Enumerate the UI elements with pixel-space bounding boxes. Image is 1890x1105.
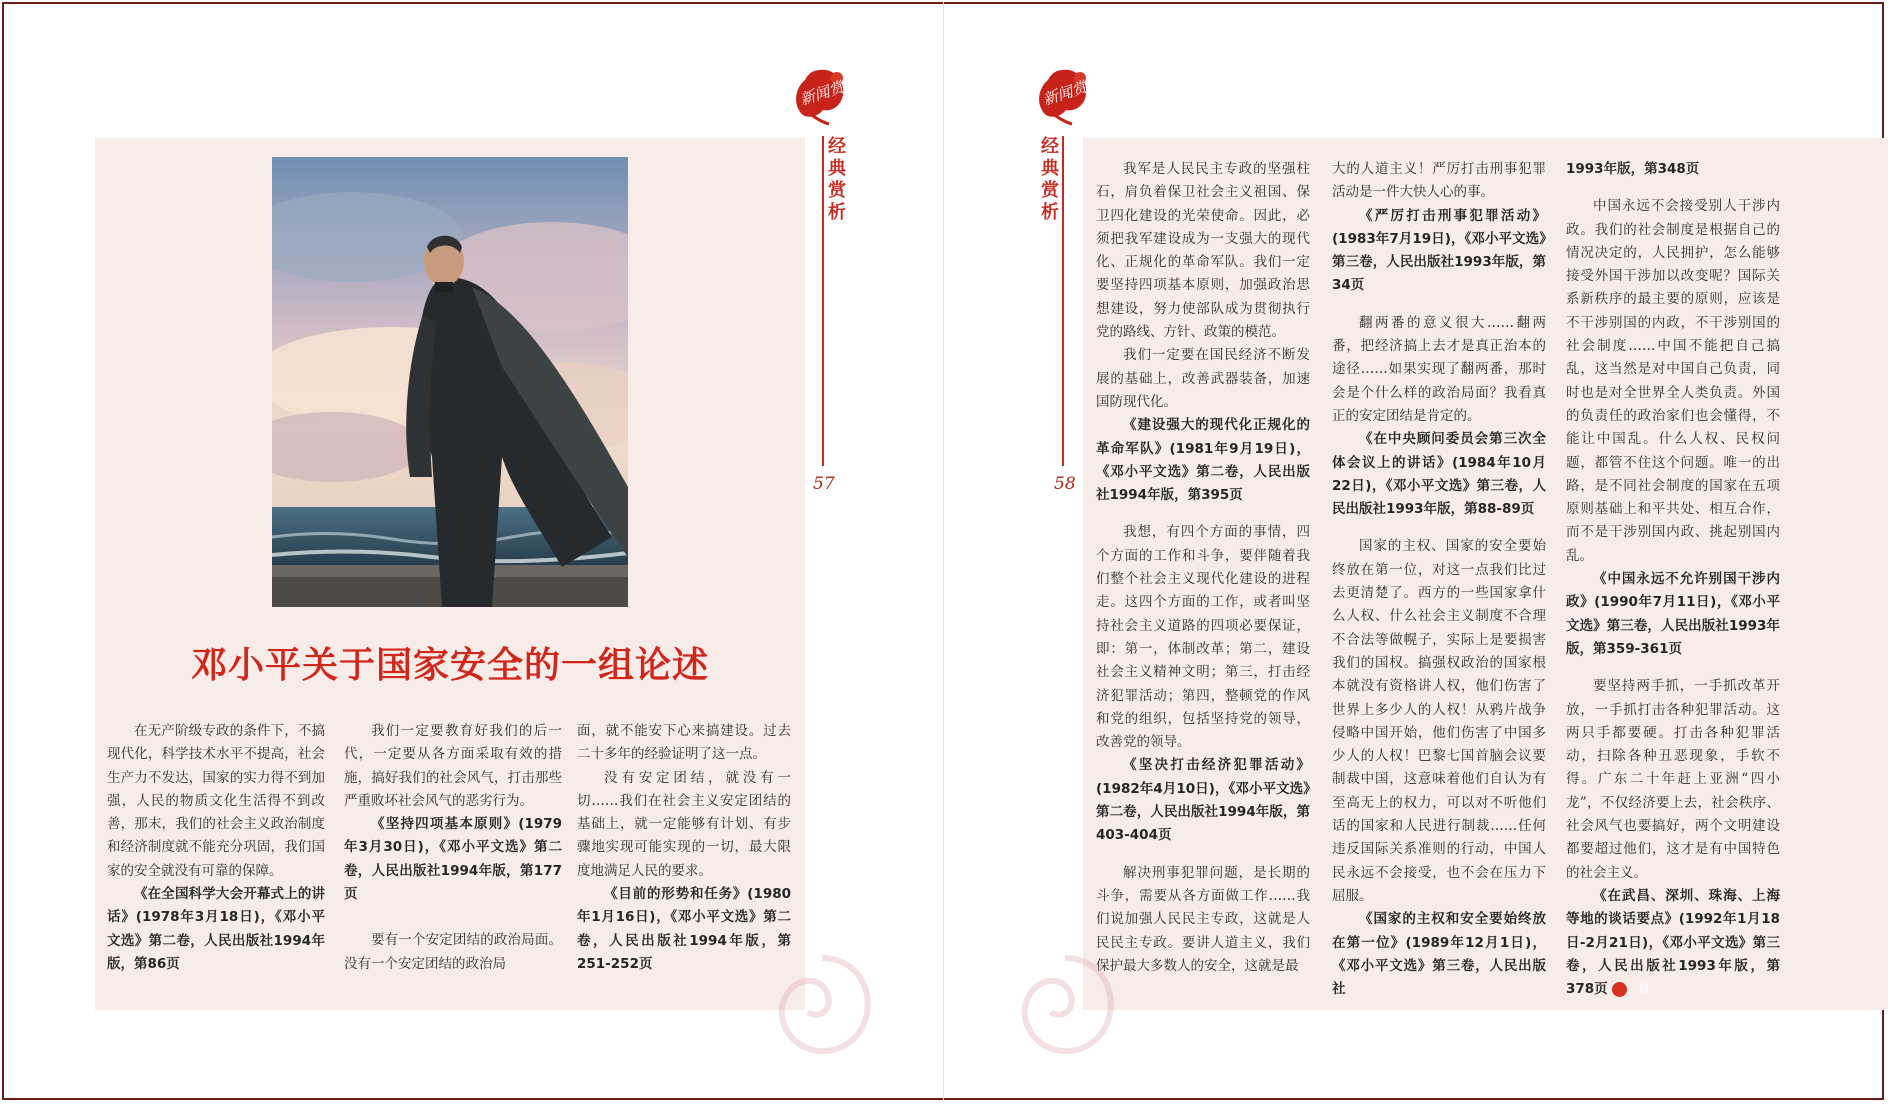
body-paragraph: 在无产阶级专政的条件下，不搞现代化，科学技术水平不提高，社会生产力不发达，国家的实力得不到加强，人民的物质文化生活得不到改善，那末，我们的社会主义政治制度和经济制度就不能充分巩固，我们国家的安全就没有可靠的保障。: [107, 723, 325, 879]
book-gutter: [943, 2, 944, 1100]
body-paragraph: 我们一定要在国民经济不断发展的基础上，改善武器装备，加速国防现代化。: [1096, 347, 1310, 410]
body-paragraph: 大的人道主义！严厉打击刑事犯罪活动是一件大快人心的事。: [1332, 161, 1546, 201]
citation-text: 《在武昌、深圳、珠海、上海等地的谈话要点》(1992年1月18日-2月21日)，《邓小平文选》第三卷，人民出版社1993年版，第378页: [1566, 887, 1780, 998]
page-number: 58: [1054, 474, 1076, 494]
deng-xiaoping-portrait-painting: [272, 157, 628, 607]
left-column-3: [577, 720, 791, 976]
source-citation: 《在中央顾问委员会第三次全体会议上的讲话》(1984年10月22日)，《邓小平文选》第三卷，人民出版社1993年版，第88-89页: [1332, 431, 1546, 518]
body-paragraph: 面，就不能安下心来搞建设。过去二十多年的经验证明了这一点。: [577, 723, 791, 763]
body-paragraph: 没有安定团结，就没有一切……我们在社会主义安定团结的基础上，就一定能够有计划、有步骤地实现可能实现的一切，最大限度地满足人民的要求。: [577, 769, 791, 879]
body-paragraph: 我军是人民民主专政的坚强柱石，肩负着保卫社会主义祖国、保卫四化建设的光荣使命。因此，必须把我军建设成为一支强大的现代化、正规化的革命军队。我们一定要坚持四项基本原则，加强政治思想建设，努力使部队成为贯彻执行党的路线、方针、政策的模范。: [1096, 161, 1310, 341]
logo-text: 新闻赏析: [1040, 73, 1104, 109]
left-column-1: [107, 720, 325, 976]
body-paragraph: 要有一个安定团结的政治局面。没有一个安定团结的政治局: [344, 932, 562, 972]
body-paragraph: 国家的主权、国家的安全要始终放在第一位，对这一点我们比过去更清楚了。西方的一些国家拿什么人权、什么社会主义制度不合理不合法等做幌子，实际上是要损害我们的国权。搞强权政治的国家根本就没有资格讲人权，他们伤害了世界上多少人的人权！从鸦片战争侵略中国开始，他们伤害了中国多少人的人权！巴黎七国首脑会议要制裁中国，这意味着他们自认为有至高无上的权力，可以对不听他们话的国家和人民进行制裁……任何违反国际关系准则的行动，中国人民永远不会接受，也不会在压力下屈服。: [1332, 538, 1546, 904]
logo-text: 新闻赏析: [797, 73, 861, 109]
end-mark-icon: 信: [1612, 982, 1627, 997]
body-paragraph: 解决刑事犯罪问题，是长期的斗争，需要从各方面做工作……我们说加强人民民主专政，这就是人民民主专政。要讲人道主义，我们保护最大多数人的安全，这就是最: [1096, 864, 1310, 974]
left-page-logo: [793, 66, 861, 126]
red-vertical-rule: [822, 136, 824, 466]
body-paragraph: 我想，有四个方面的事情，四个方面的工作和斗争，要伴随着我们整个社会主义现代化建设的进程走。这四个方面的工作，或者叫坚持社会主义道路的四项必要保证，即：第一，体制改革；第二，建设社会主义精神文明；第三，打击经济犯罪活动；第四，整顿党的作风和党的组织，包括坚持党的领导，改善党的领导。: [1096, 524, 1310, 751]
body-paragraph: 翻两番的意义很大……翻两番，把经济搞上去才是真正治本的途径……如果实现了翻两番，那时会是个什么样的政治局面？我看真正的安定团结是肯定的。: [1332, 314, 1546, 424]
source-citation: 《国家的主权和安全要始终放在第一位》(1989年12月1日)，《邓小平文选》第三卷，人民出版社: [1332, 911, 1546, 998]
right-column-1: [1096, 158, 1310, 978]
section-tag: 经典赏析: [828, 136, 846, 223]
source-citation: 《中国永远不允许别国干涉内政》(1990年7月11日)，《邓小平文选》第三卷，人民出版社1993年版，第359-361页: [1566, 571, 1780, 657]
right-page-logo: [1036, 66, 1104, 126]
source-citation: [1566, 885, 1780, 1001]
source-citation: 《坚决打击经济犯罪活动》(1982年4月10日)，《邓小平文选》第二卷，人民出版社1994年版，第403-404页: [1096, 757, 1310, 844]
source-citation: 《在全国科学大会开幕式上的讲话》(1978年3月18日)，《邓小平文选》第二卷，人民出版社1994年版，第86页: [107, 886, 325, 972]
source-citation: 1993年版，第348页: [1566, 161, 1700, 177]
section-tag: 经典赏析: [1041, 136, 1059, 223]
right-column-3: [1566, 158, 1780, 1001]
body-paragraph: 我们一定要教育好我们的后一代，一定要从各方面采取有效的措施，搞好我们的社会风气，打击那些严重败坏社会风气的恶劣行为。: [344, 723, 562, 809]
left-column-2: [344, 720, 562, 976]
body-paragraph: 要坚持两手抓，一手抓改革开放，一手抓打击各种犯罪活动。这两只手都要硬。打击各种犯罪活动，扫除各种丑恶现象，手软不得。广东二十年赶上亚洲“四小龙”，不仅经济要上去，社会秩序、社会风气也要搞好，两个文明建设都要超过他们，这才是有中国特色的社会主义。: [1566, 678, 1780, 881]
right-column-2: [1332, 158, 1546, 1001]
article-title: 邓小平关于国家安全的一组论述: [190, 645, 709, 686]
source-citation: 《建设强大的现代化正规化的革命军队》(1981年9月19日)，《邓小平文选》第二卷，人民出版社1994年版，第395页: [1096, 417, 1310, 504]
source-citation: 《严厉打击刑事犯罪活动》(1983年7月19日)，《邓小平文选》第三卷，人民出版社1993年版，第34页: [1332, 207, 1546, 294]
decorative-ornament-icon: [762, 948, 882, 1072]
source-citation: 《目前的形势和任务》(1980年1月16日)，《邓小平文选》第二卷，人民出版社1994年版，第251-252页: [577, 886, 791, 972]
body-paragraph: 中国永远不会接受别人干涉内政。我们的社会制度是根据自己的情况决定的，人民拥护，怎么能够接受外国干涉加以改变呢？国际关系新秩序的最主要的原则，应该是不干涉别国的内政，不干涉别国的社会制度……中国不能把自己搞乱，这当然是对中国自己负责，同时也是对全世界全人类负责。外国的负责任的政治家们也会懂得，不能让中国乱。什么人权、民权问题，都管不住这个问题。唯一的出路，是不同社会制度的国家在五项原则基础上和平共处、相互合作，而不是干涉别国内政、挑起别国内乱。: [1566, 198, 1780, 564]
decorative-ornament-icon: [1005, 948, 1125, 1072]
source-citation: 《坚持四项基本原则》(1979年3月30日)，《邓小平文选》第二卷，人民出版社1994年版，第177页: [344, 816, 562, 903]
red-vertical-rule: [1062, 136, 1064, 466]
page-number: 57: [813, 474, 835, 494]
